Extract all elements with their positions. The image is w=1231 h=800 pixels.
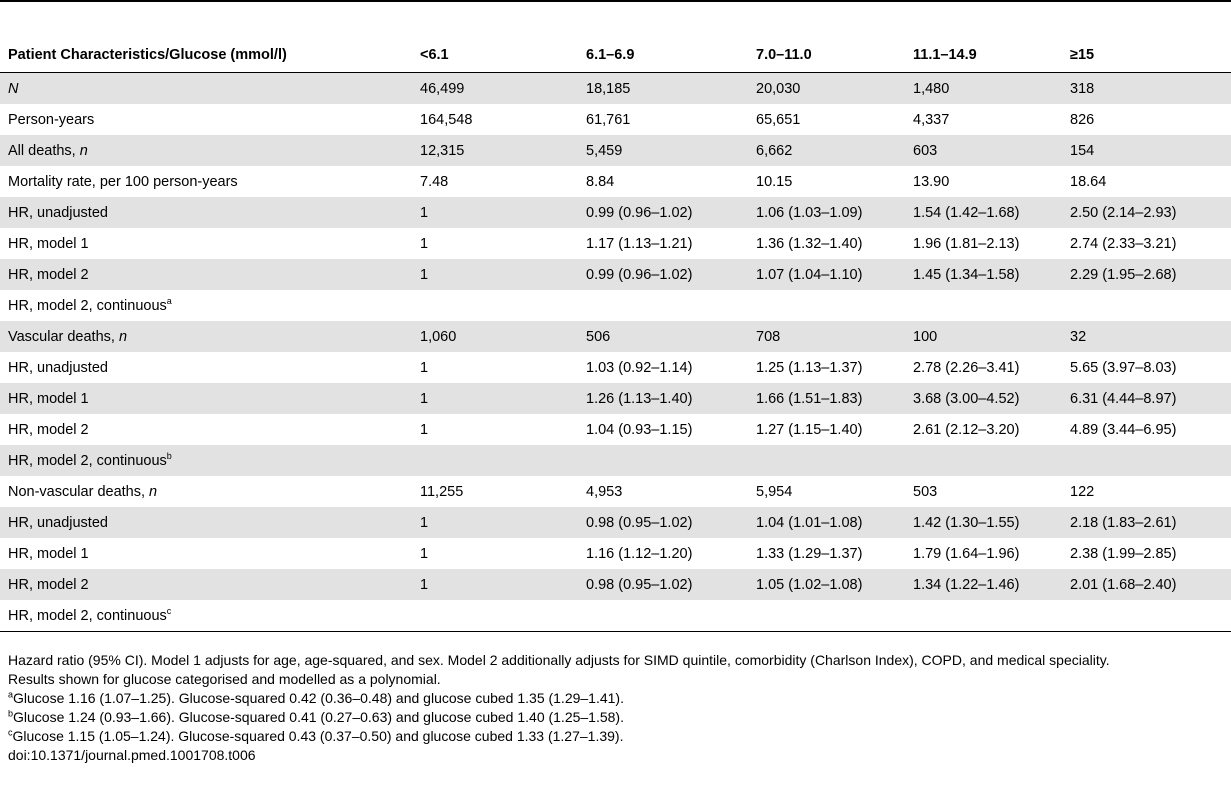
table-row	[0, 383, 1231, 414]
table-cell: 11,255	[412, 476, 578, 507]
table-cell: 2.74 (2.33–3.21)	[1062, 228, 1231, 259]
table-cell: 318	[1062, 73, 1231, 105]
table-cell	[748, 290, 905, 321]
table-cell: 1.04 (1.01–1.08)	[748, 507, 905, 538]
table-cell: 603	[905, 135, 1062, 166]
table-cell: 4,953	[578, 476, 748, 507]
footnote-marker: a	[166, 295, 172, 306]
table-cell	[748, 445, 905, 476]
table-row	[0, 135, 1231, 166]
row-label	[0, 166, 412, 197]
table-cell: 5,459	[578, 135, 748, 166]
table-cell: 1.42 (1.30–1.55)	[905, 507, 1062, 538]
table-cell: 0.98 (0.95–1.02)	[578, 569, 748, 600]
table-cell: 5,954	[748, 476, 905, 507]
header-cell: Patient Characteristics/Glucose (mmol/l)	[0, 37, 412, 73]
table-cell: 1.07 (1.04–1.10)	[748, 259, 905, 290]
table-cell: 1,480	[905, 73, 1062, 105]
row-label-text: HR, model 2	[8, 576, 89, 593]
row-label	[0, 383, 412, 414]
table-row	[0, 569, 1231, 600]
table-cell: 1,060	[412, 321, 578, 352]
table-cell: 2.18 (1.83–2.61)	[1062, 507, 1231, 538]
row-label	[0, 259, 412, 290]
row-label	[0, 476, 412, 507]
table-row	[0, 104, 1231, 135]
table-cell: 2.38 (1.99–2.85)	[1062, 538, 1231, 569]
table-row	[0, 290, 1231, 321]
table-row	[0, 166, 1231, 197]
table-cell: 1.33 (1.29–1.37)	[748, 538, 905, 569]
table-row	[0, 228, 1231, 259]
row-label-text: N	[8, 80, 19, 97]
table-row	[0, 73, 1231, 105]
table-header	[0, 37, 1231, 73]
table-cell: 1	[412, 538, 578, 569]
row-label-text: HR, model 2, continuous	[8, 452, 167, 469]
row-label	[0, 228, 412, 259]
footnote-results: Results shown for glucose categorised and modelled as a polynomial.	[8, 671, 441, 687]
table-cell	[578, 445, 748, 476]
row-label-text: HR, unadjusted	[8, 359, 108, 376]
table-cell: 6.31 (4.44–8.97)	[1062, 383, 1231, 414]
table-cell	[412, 290, 578, 321]
footnote-text: Glucose 1.15 (1.05–1.24). Glucose-squared 0.43 (0.37–0.50) and glucose cubed 1.33 (1.27–1.39).	[12, 728, 624, 744]
row-label	[0, 569, 412, 600]
row-label	[0, 600, 412, 632]
table-cell	[412, 445, 578, 476]
table-cell: 1	[412, 569, 578, 600]
row-label-text: HR, model 1	[8, 390, 89, 407]
table-cell: 8.84	[578, 166, 748, 197]
footnote-a	[8, 689, 1223, 708]
table-cell	[1062, 290, 1231, 321]
table-cell	[1062, 445, 1231, 476]
doi-text: doi:10.1371/journal.pmed.1001708.t006	[8, 747, 256, 763]
table-row	[0, 538, 1231, 569]
table-cell: 1.03 (0.92–1.14)	[578, 352, 748, 383]
header-cell: <6.1	[412, 37, 578, 73]
table-cell: 3.68 (3.00–4.52)	[905, 383, 1062, 414]
table-cell: 18.64	[1062, 166, 1231, 197]
table-cell	[412, 600, 578, 632]
row-label-italic: n	[79, 142, 88, 159]
table-cell: 1.26 (1.13–1.40)	[578, 383, 748, 414]
table-cell: 1.16 (1.12–1.20)	[578, 538, 748, 569]
table-cell: 1.25 (1.13–1.37)	[748, 352, 905, 383]
row-label-text: HR, unadjusted	[8, 514, 108, 531]
table-cell: 1	[412, 259, 578, 290]
table-cell: 12,315	[412, 135, 578, 166]
table-row	[0, 259, 1231, 290]
row-label-text: Person-years	[8, 111, 95, 128]
table-cell: 46,499	[412, 73, 578, 105]
table-row	[0, 507, 1231, 538]
results-table	[0, 37, 1231, 632]
table-cell: 1	[412, 414, 578, 445]
footnote-main: Hazard ratio (95% CI). Model 1 adjusts for age, age-squared, and sex. Model 2 additionally adjusts for SIMD quintile, comorbidity (Charlson Index), COPD, and medical speciality.	[8, 652, 1110, 668]
table-cell: 1.36 (1.32–1.40)	[748, 228, 905, 259]
header-cell: ≥15	[1062, 37, 1231, 73]
footnote-marker: b	[166, 450, 172, 461]
footnote-mark: b	[8, 708, 14, 719]
table-cell: 1.34 (1.22–1.46)	[905, 569, 1062, 600]
table-cell: 0.98 (0.95–1.02)	[578, 507, 748, 538]
table-cell: 6,662	[748, 135, 905, 166]
table-cell: 122	[1062, 476, 1231, 507]
table-cell: 18,185	[578, 73, 748, 105]
row-label-text: Mortality rate, per 100 person-years	[8, 173, 238, 190]
table-cell: 164,548	[412, 104, 578, 135]
table-row	[0, 414, 1231, 445]
row-label	[0, 445, 412, 476]
table-cell: 1	[412, 507, 578, 538]
row-label	[0, 321, 412, 352]
footnote-marker: c	[166, 605, 172, 616]
table-cell: 5.65 (3.97–8.03)	[1062, 352, 1231, 383]
footnote-b	[8, 708, 1223, 727]
table-cell: 1	[412, 228, 578, 259]
table-row	[0, 321, 1231, 352]
row-label-text: HR, model 2, continuous	[8, 297, 167, 314]
row-label-text: HR, unadjusted	[8, 204, 108, 221]
row-label	[0, 290, 412, 321]
table-body	[0, 73, 1231, 632]
table-footnotes	[8, 651, 1223, 765]
table-cell: 1.45 (1.34–1.58)	[905, 259, 1062, 290]
header-cell: 11.1–14.9	[905, 37, 1062, 73]
table-cell	[578, 290, 748, 321]
table-cell: 2.78 (2.26–3.41)	[905, 352, 1062, 383]
table-cell	[905, 600, 1062, 632]
table-cell: 0.99 (0.96–1.02)	[578, 197, 748, 228]
table-cell	[1062, 600, 1231, 632]
table-cell: 1.05 (1.02–1.08)	[748, 569, 905, 600]
row-label-text: HR, model 1	[8, 235, 89, 252]
table-cell: 10.15	[748, 166, 905, 197]
table-row	[0, 476, 1231, 507]
table-row	[0, 352, 1231, 383]
table-cell: 1	[412, 383, 578, 414]
row-label-text: Vascular deaths,	[8, 328, 119, 345]
footnote-c	[8, 727, 1223, 746]
table-cell	[905, 290, 1062, 321]
row-label-text: Non-vascular deaths,	[8, 483, 150, 500]
table-cell: 708	[748, 321, 905, 352]
row-label-italic: n	[118, 328, 128, 345]
row-label	[0, 104, 412, 135]
footnote-mark: c	[8, 727, 13, 738]
table-cell: 1	[412, 197, 578, 228]
table-row	[0, 197, 1231, 228]
row-label-text: HR, model 1	[8, 545, 89, 562]
table-cell	[905, 445, 1062, 476]
table-cell	[578, 600, 748, 632]
table-cell: 4,337	[905, 104, 1062, 135]
footnote-text: Glucose 1.16 (1.07–1.25). Glucose-squared 0.42 (0.36–0.48) and glucose cubed 1.35 (1.29–1.41).	[13, 690, 624, 706]
row-label-italic: n	[149, 483, 158, 500]
row-label	[0, 538, 412, 569]
table-cell: 2.50 (2.14–2.93)	[1062, 197, 1231, 228]
footnote-list	[8, 689, 1223, 746]
row-label-text: All deaths,	[8, 142, 80, 159]
table-cell: 503	[905, 476, 1062, 507]
table-cell: 154	[1062, 135, 1231, 166]
row-label-text: HR, model 2	[8, 266, 89, 283]
table-cell: 1.54 (1.42–1.68)	[905, 197, 1062, 228]
row-label	[0, 135, 412, 166]
top-rule	[0, 0, 1231, 2]
table-cell: 826	[1062, 104, 1231, 135]
table-cell: 2.61 (2.12–3.20)	[905, 414, 1062, 445]
row-label	[0, 507, 412, 538]
table-cell	[748, 600, 905, 632]
row-label-text: HR, model 2, continuous	[8, 607, 167, 624]
table-cell: 32	[1062, 321, 1231, 352]
table-cell: 1.96 (1.81–2.13)	[905, 228, 1062, 259]
table-cell: 1.06 (1.03–1.09)	[748, 197, 905, 228]
table-cell: 1.17 (1.13–1.21)	[578, 228, 748, 259]
table-cell: 1	[412, 352, 578, 383]
table-row	[0, 600, 1231, 632]
header-cell: 6.1–6.9	[578, 37, 748, 73]
row-label	[0, 414, 412, 445]
table-cell: 1.04 (0.93–1.15)	[578, 414, 748, 445]
table-cell: 0.99 (0.96–1.02)	[578, 259, 748, 290]
table-cell: 4.89 (3.44–6.95)	[1062, 414, 1231, 445]
header-row	[0, 37, 1231, 73]
table-cell: 1.66 (1.51–1.83)	[748, 383, 905, 414]
table-cell: 1.79 (1.64–1.96)	[905, 538, 1062, 569]
row-label	[0, 73, 412, 105]
table-cell: 7.48	[412, 166, 578, 197]
table-cell: 2.01 (1.68–2.40)	[1062, 569, 1231, 600]
table-cell: 61,761	[578, 104, 748, 135]
row-label	[0, 197, 412, 228]
footnote-mark: a	[8, 689, 14, 700]
row-label-text: HR, model 2	[8, 421, 89, 438]
table-cell: 20,030	[748, 73, 905, 105]
table-cell: 100	[905, 321, 1062, 352]
table-cell: 13.90	[905, 166, 1062, 197]
table-cell: 1.27 (1.15–1.40)	[748, 414, 905, 445]
table-cell: 65,651	[748, 104, 905, 135]
footnote-text: Glucose 1.24 (0.93–1.66). Glucose-squared 0.41 (0.27–0.63) and glucose cubed 1.40 (1.25–1.58).	[13, 709, 624, 725]
table-cell: 506	[578, 321, 748, 352]
table-row	[0, 445, 1231, 476]
header-cell: 7.0–11.0	[748, 37, 905, 73]
table-cell: 2.29 (1.95–2.68)	[1062, 259, 1231, 290]
row-label	[0, 352, 412, 383]
